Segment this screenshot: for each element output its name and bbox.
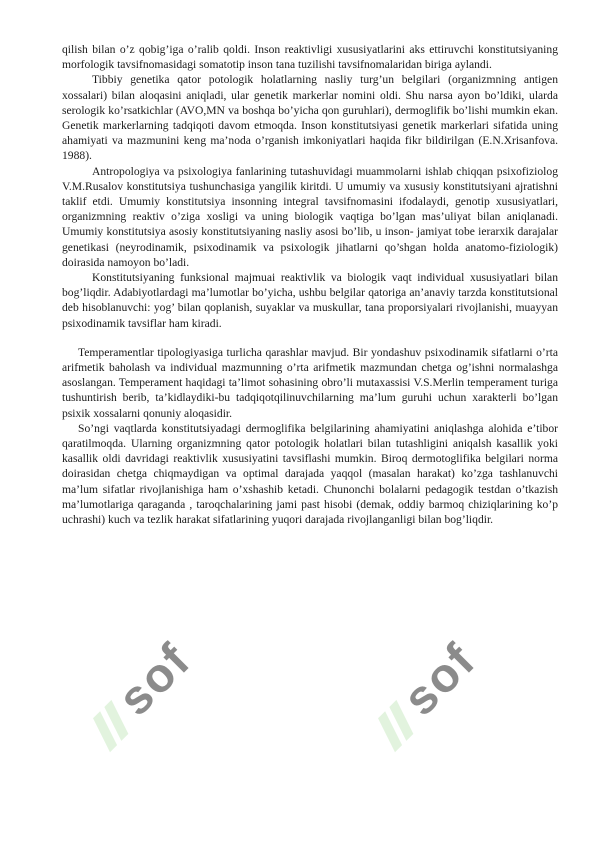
paragraph: So’ngi vaqtlarda konstitutsiyadagi dermoglifika belgilarining ahamiyatini aniqlashga alohida e’tibor qaratilmoqda. Ularning organizmning qator potologik holatlari bilan tutashligini aniqalsh kasallik yoki kasallik oldi davridagi reaktivlik xususiyatini tavsiflashi mumkin. Biroq dermotoglifika belgilari norma doirasidan chetga chiqmaydigan va optimal darajada yaqqol (masalan harakat) ko’zga tashlanuvchi ma’lum sifatlar rivojlanishiga ham o’xshashib ketadi. Chunonchi bolalarni pedagogik testdan o’tkazish ma’lumotlariga qaraganda , taroqchalarining jami past hisobi (demak, oddiy barmoq chiziqlarining ko’p uchrashi) kuch va tezlik harakat sifatlarining yuqori darajada rivojlanganligi bilan bog’liqdir. [62,421,558,527]
svg-text:sof: sof [108,633,202,727]
paragraph: Antropologiya va psixologiya fanlarining tutashuvidagi muammolarni ishlab chiqqan psixofiziolog V.M.Rusalov konstitutsiya tushunchasiga yangilik kiritdi. U umumiy va xususiy konstitutsiyani ajratishni taklif etdi. Umumiy konstitutsiya insonning integral tavsifnomasini ifodalaydi, genotip xususiyatlari, organizmning reaktiv o’ziga xosligi va uning biologik vaqtiga bo’lgan mas’uliyat bilan aniqlanadi. Umumiy konstitutsiya asosiy konstitutsiyaning nasliy asosi bo’lib, u inson- jamiyat tobe ierarxik darajalar genetikasi (neyrodinamik, psixodinamik va psixologik jihatlarni qo’shgan holda anatomo-fiziologik) doirasida namoyon bo’ladi. [62,164,558,269]
watermark-logo-right [354,616,506,768]
watermark-logo-left [69,616,221,768]
svg-text:sof: sof [393,633,487,727]
paragraph-gap [62,331,558,345]
paragraph: Tibbiy genetika qator potologik holatlarning nasliy turg’un belgilari (organizmning antigen xossalari) bilan aloqasini aniqladi, ular genetik markerlar nomini oldi. Shu narsa ayon bo’ldiki, ularda serologik ko’rsatkichlar (AVO,MN va boshqa bo’yicha qon guruhlari), dermoglifik bo’lishi mumkin ekan. Genetik markerlarning tadqiqoti davom etmoqda. Inson konstitutsiyasi genetik markerlari sifatida uning ahamiyati va mazmunini keng ma’noda o’rganish imkoniyatlari haqida fikr bildirilgan (E.N.Xrisanfova. 1988). [62,73,558,163]
watermark-mark-icon [69,616,217,764]
document-page [62,42,558,527]
paragraph: qilish bilan o’z qobig’iga o’ralib qoldi. Inson reaktivligi xususiyatlarini aks ettiruvchi konstitutsiyaning morfologik tavsifnomasidagi somatotip inson tana tuzilishi tavsifnomalaridan biriga aylandi. [62,43,558,72]
paragraph: Konstitutsiyaning funksional majmuai reaktivlik va biologik vaqt individual xususiyatlari bilan bog’liqdir. Adabiyotlardagi ma’lumotlar bo’yicha, ushbu belgilar qatoriga an’anaviy tarzda konstitutsional deb hisoblanuvchi: yog’ bilan qoplanish, suyaklar va muskullar, tana proporsiyalari rivojlanishi, muayyan psixodinamik tavsiflar ham kiradi. [62,271,558,330]
paragraph: Temperamentlar tipologiyasiga turlicha qarashlar mavjud. Bir yondashuv psixodinamik sifatlarni o’rta arifmetik baholash va individual mazmunning o’rta arifmetik mazmundan chetga og’ishni normalashga asoslangan. Temperament haqidagi ta’limot sohasining obro’li mutaxassisi V.S.Merlin temperament turiga tushuntirish berib, ta’kidlaydiki-bu tadqiqotqilinuvchilarning ma’lum guruhi uchun xarakterli bo’lgan psixik xossalarni qonuniy aloqasidir. [62,345,558,420]
watermark-mark-icon [354,616,502,764]
